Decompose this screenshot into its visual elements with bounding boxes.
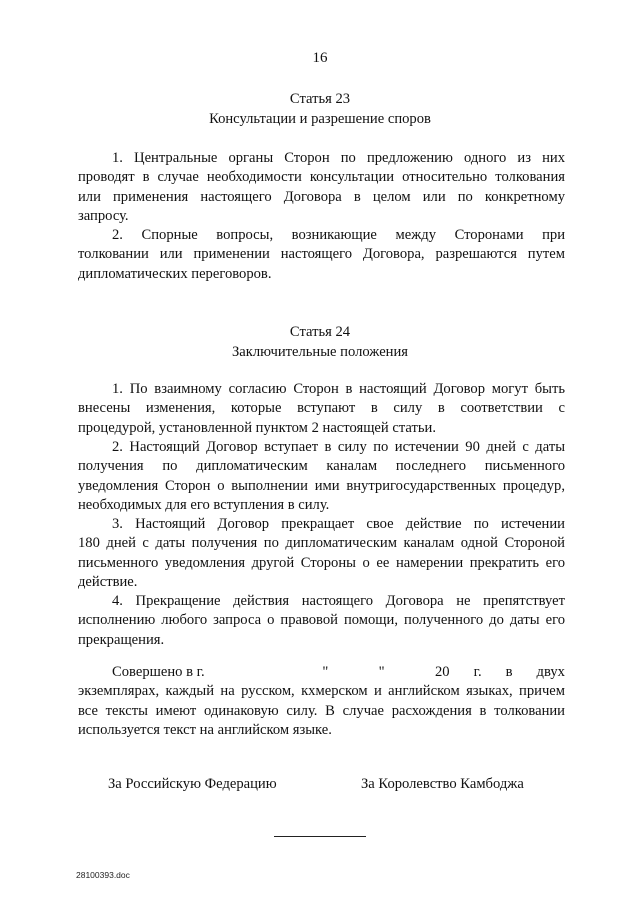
article-23-header — [0, 89, 640, 129]
article-23-paragraph-1 — [78, 149, 565, 227]
page-number: 16 — [312, 50, 328, 66]
footer-file-name: 28100393.doc — [76, 870, 130, 880]
article-24-paragraph-4 — [78, 592, 565, 650]
text-line: проводят в случае необходимости консультации относительно толкования — [78, 169, 565, 186]
closing-first-line — [78, 663, 565, 682]
text-line: используется текст на английском языке. — [78, 722, 332, 739]
article-23-paragraph-2 — [78, 226, 565, 284]
divider-line — [274, 836, 366, 837]
article-24-paragraph-3 — [78, 515, 565, 593]
article-24-heading: Статья 24 — [289, 324, 351, 340]
text-line: прекращения. — [78, 631, 165, 648]
text-line: получения по дипломатическим каналам последнего письменного — [78, 458, 565, 475]
closing-done-at: Совершено в г. — [112, 664, 205, 680]
closing-year-part: 20 г. в двух — [434, 664, 565, 680]
text-line: уведомления Сторон о выполнении ими внутригосударственных процедур, — [78, 477, 565, 494]
text-line: действие. — [78, 574, 138, 591]
text-line: 4. Прекращение действия настоящего Договора не препятствует — [112, 593, 565, 609]
text-line: исполнению любого запроса о правовой помощи, полученного до даты его — [78, 612, 565, 629]
text-line: толковании или применении настоящего Договора, разрешаются путем — [78, 246, 565, 263]
article-23-title: Консультации и разрешение споров — [209, 111, 431, 127]
text-line: 1. Центральные органы Сторон по предложению одного из них — [112, 150, 565, 166]
signature-kingdom-of-cambodia: За Королевство Камбоджа — [361, 776, 524, 792]
text-line: или применения настоящего Договора в целом или по конкретному — [78, 188, 565, 205]
text-line: дипломатических переговоров. — [78, 265, 272, 282]
closing-paragraph — [78, 663, 565, 741]
text-line: 1. По взаимному согласию Сторон в настоящий Договор могут быть — [112, 381, 565, 397]
text-line: 180 дней с даты получения по дипломатическим каналам одной Стороной — [78, 535, 565, 552]
article-24-paragraph-2 — [78, 438, 565, 516]
text-line: необходимых для его вступления в силу. — [78, 497, 330, 514]
text-line: запросу. — [78, 208, 129, 225]
signature-russian-federation: За Российскую Федерацию — [108, 776, 277, 792]
text-line: процедурой, установленной пунктом 2 настоящей статьи. — [78, 419, 436, 436]
article-24-paragraph-1 — [78, 380, 565, 438]
closing-quote-close: " — [378, 664, 385, 680]
text-line: 3. Настоящий Договор прекращает свое действие по истечении — [112, 516, 565, 532]
text-line: 2. Спорные вопросы, возникающие между Сторонами при — [112, 227, 565, 243]
text-line: 2. Настоящий Договор вступает в силу по истечении 90 дней с даты — [112, 439, 565, 455]
article-24-title: Заключительные положения — [231, 344, 409, 360]
text-line: письменного уведомления другой Стороны о ее намерении прекратить его — [78, 554, 565, 571]
text-line: экземплярах, каждый на русском, кхмерском и английском языках, причем — [78, 683, 565, 700]
article-23-heading: Статья 23 — [289, 91, 351, 107]
text-line: внесены изменения, которые вступают в силу в соответствии с — [78, 400, 565, 417]
article-24-header — [0, 322, 640, 362]
text-line: все тексты имеют одинаковую силу. В случае расхождения в толковании — [78, 702, 565, 719]
closing-quote-open: " — [322, 664, 329, 680]
